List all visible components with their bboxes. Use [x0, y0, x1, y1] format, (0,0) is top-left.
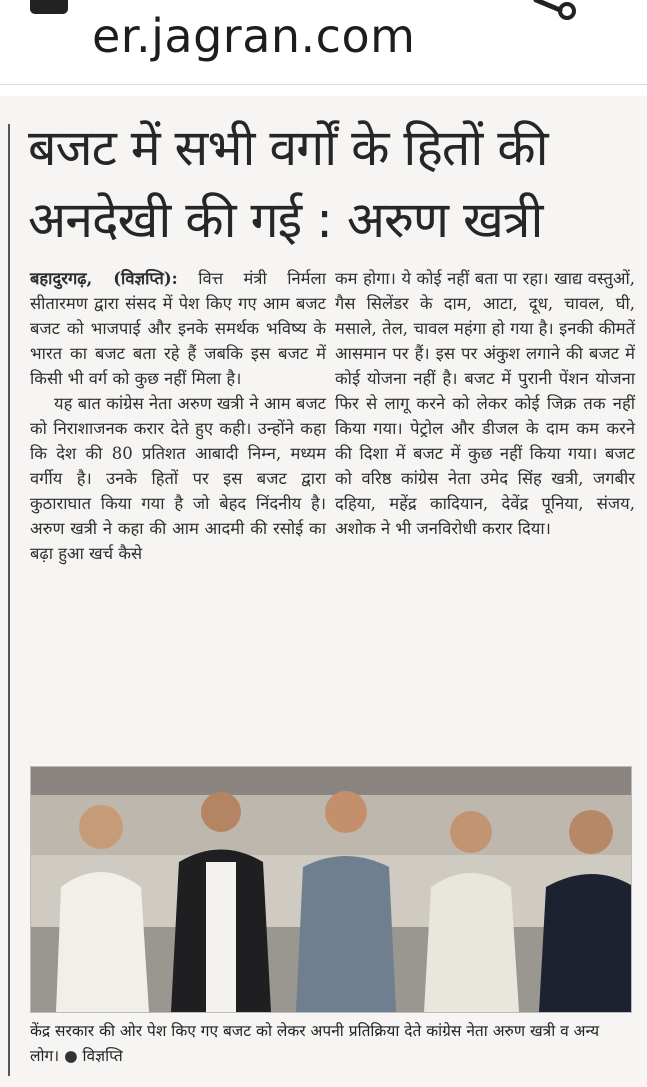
dateline: बहादुरगढ़, (विज्ञप्ति):: [30, 269, 178, 288]
news-photo: [30, 766, 632, 1013]
group-photo-illustration: [31, 767, 631, 1012]
paragraph-3: कम होगा। ये कोई नहीं बता पा रहा। खाद्य वस्तुओं, गैस सिलेंडर के दाम, आटा, दूध, चावल, घी, मसाले, तेल, चावल महंगा हो गया है। इनकी कीमतें आसमान पर हैं। इस पर अंकुश लगाने की बजट में कोई योजना नहीं है। बजट में पुरानी पेंशन योजना फिर से लागू करने को लेकर कोई जिक्र तक नहीं किया गया। पेट्रोल और डीजल के दाम कम करने की दिशा में बजट में कुछ नहीं किया गया। बजट को वरिष्ठ कांग्रेस नेता उमेद सिंह खत्री, जगबीर दहिया, महेंद्र कादियान, देवेंद्र पूनिया, संजय, अशोक ने भी जनविरोधी करार दिया।: [335, 269, 635, 538]
caption-credit: विज्ञप्ति: [82, 1047, 123, 1065]
paragraph-1: [30, 266, 326, 391]
article-column-left: [30, 266, 326, 566]
newspaper-clipping: [0, 96, 647, 1087]
headline: बजट में सभी वर्गों के हितों की अनदेखी की गई : अरुण खत्री: [28, 119, 548, 249]
browser-address-bar: [0, 0, 647, 85]
paragraph-1-text: वित्त मंत्री निर्मला सीतारमण द्वारा संसद में पेश किए गए आम बजट बजट को भाजपाई और इनके समर्थक भविष्य के भारत का बजट बता रहे हैं जबकि इस बजट में किसी भी वर्ग को कुछ नहीं मिला है।: [30, 269, 326, 388]
bullet-icon: ●: [64, 1047, 78, 1065]
column-rule: [8, 124, 10, 1076]
caption-text: केंद्र सरकार की ओर पेश किए गए बजट को लेकर अपनी प्रतिक्रिया देते कांग्रेस नेता अरुण खत्री व अन्य लोग।: [30, 1022, 600, 1065]
paragraph-2: यह बात कांग्रेस नेता अरुण खत्री ने आम बजट को निराशाजनक करार देते हुए कही। उन्होंने कहा कि देश की 80 प्रतिशत आबादी निम्न, मध्यम वर्गीय है। उनके हितों पर इस बजट द्वारा कुठाराघात किया गया है जो बेहद निंदनीय है। अरुण खत्री ने कहा की आम आदमी की रसोई का बढ़ा हुआ खर्च कैसे: [30, 394, 326, 563]
article-column-right: [335, 266, 635, 541]
tab-switcher-icon[interactable]: [30, 0, 68, 14]
photo-caption: [30, 1019, 630, 1069]
key-menu-icon[interactable]: [530, 0, 580, 26]
url-text[interactable]: er.jagran.com: [92, 9, 416, 63]
